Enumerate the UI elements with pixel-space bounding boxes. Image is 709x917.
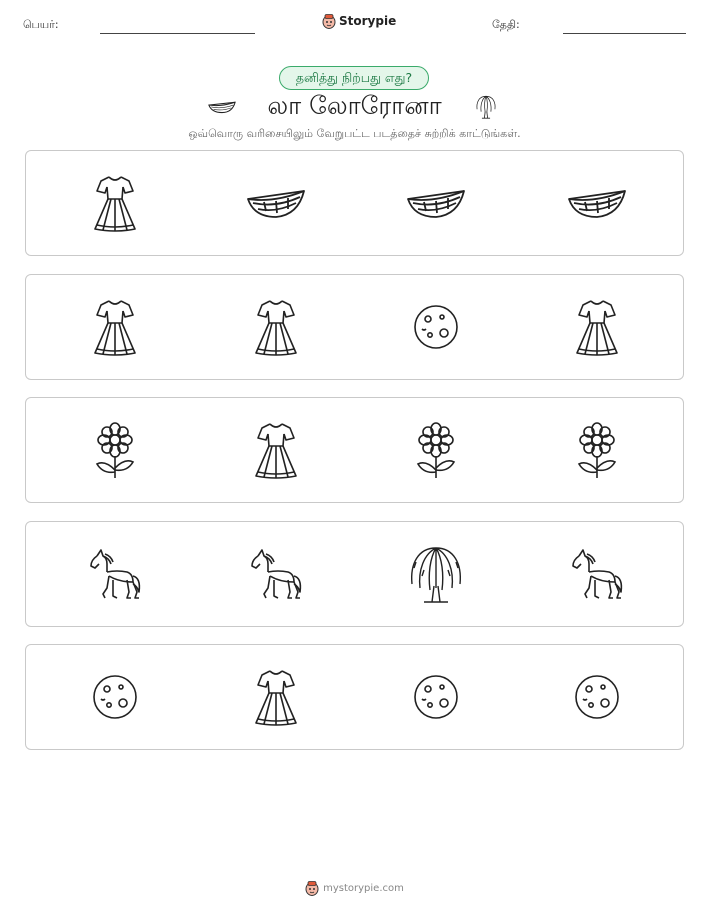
page-title: லா லோரோனா [267, 91, 442, 120]
boat-icon[interactable] [404, 171, 468, 235]
moon-icon[interactable] [404, 295, 468, 359]
moon-icon[interactable] [404, 665, 468, 729]
dress-icon[interactable] [565, 295, 629, 359]
moon-icon[interactable] [83, 665, 147, 729]
moon-icon[interactable] [565, 665, 629, 729]
puzzle-row [25, 521, 684, 627]
title-row [0, 90, 709, 122]
footer [0, 880, 709, 896]
instructions: ஒவ்வொரு வரிசையிலும் வேறுபட்ட படத்தைச் சுற்றிக் காட்டுங்கள். [188, 127, 521, 140]
horse-icon[interactable] [565, 542, 629, 606]
storypie-mascot-icon [305, 880, 319, 896]
dress-icon[interactable] [83, 171, 147, 235]
horse-icon[interactable] [83, 542, 147, 606]
dress-icon[interactable] [244, 665, 308, 729]
storypie-mascot-icon [322, 13, 336, 29]
date-label: தேதி: [492, 18, 520, 31]
puzzle-row [25, 644, 684, 750]
dress-icon[interactable] [83, 295, 147, 359]
date-line[interactable] [563, 33, 686, 34]
boat-icon[interactable] [565, 171, 629, 235]
brand-name: Storypie [339, 14, 397, 28]
flower-icon[interactable] [565, 418, 629, 482]
activity-badge: தனித்து நிற்பது எது? [279, 66, 429, 90]
boat-icon[interactable] [244, 171, 308, 235]
puzzle-row [25, 150, 684, 256]
brand-logo [322, 13, 396, 29]
horse-icon[interactable] [244, 542, 308, 606]
puzzle-row [25, 274, 684, 380]
willow-icon[interactable] [404, 542, 468, 606]
puzzle-row [25, 397, 684, 503]
name-line[interactable] [100, 33, 255, 34]
footer-link[interactable]: mystorypie.com [323, 882, 404, 894]
dress-icon[interactable] [244, 295, 308, 359]
willow-tree-icon [473, 91, 499, 121]
name-label: பெயர்: [23, 18, 59, 31]
flower-icon[interactable] [404, 418, 468, 482]
flower-icon[interactable] [83, 418, 147, 482]
dress-icon[interactable] [244, 418, 308, 482]
